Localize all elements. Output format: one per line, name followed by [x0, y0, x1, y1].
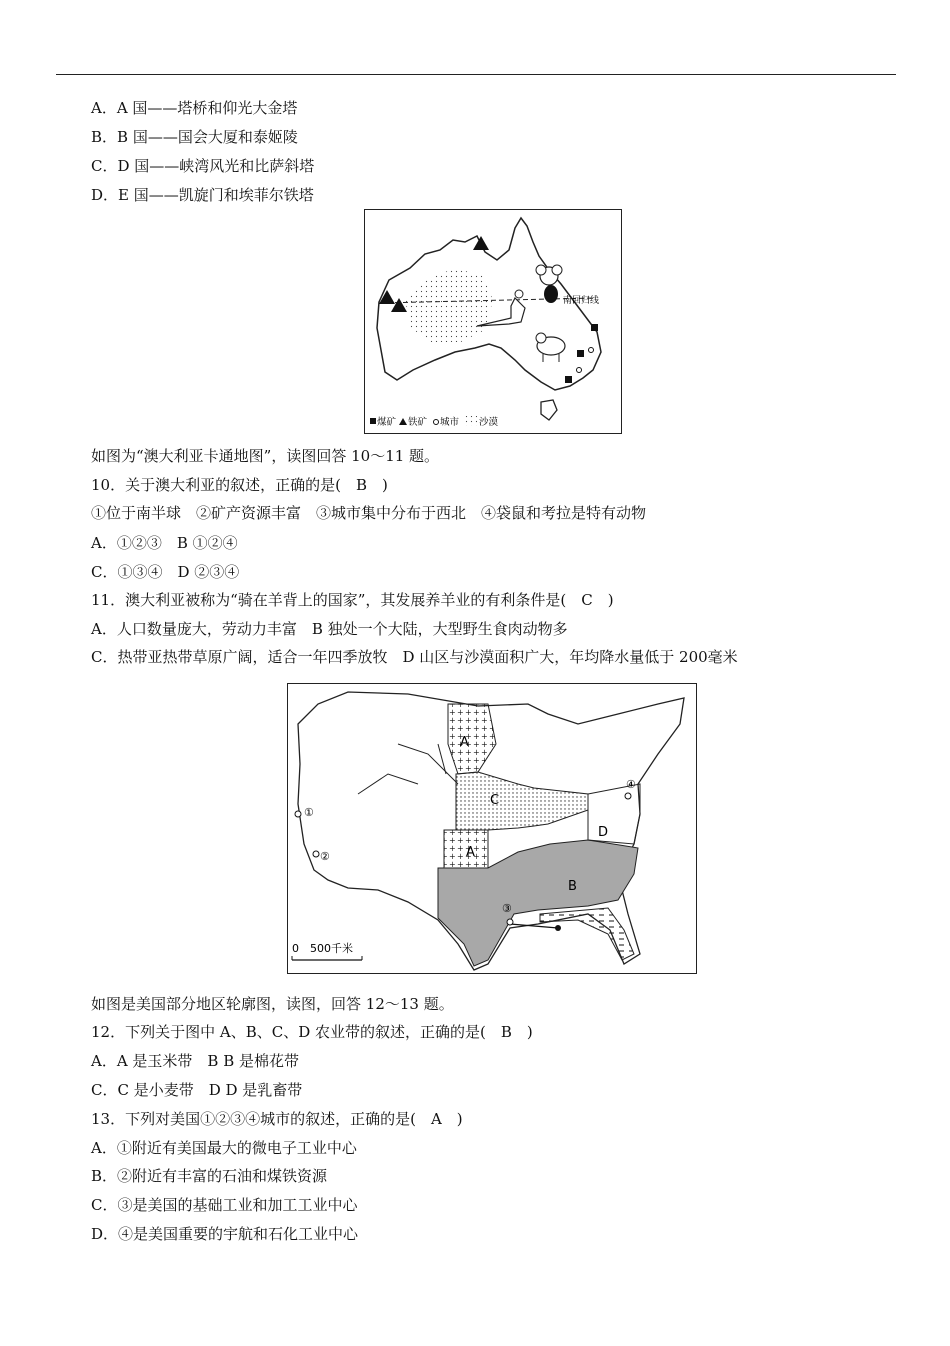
city-3: ③: [502, 902, 512, 915]
option-a-top: A．A 国——塔桥和仰光大金塔: [91, 99, 298, 117]
city-icon: [577, 368, 582, 373]
tasmania-outline: [541, 400, 557, 420]
legend-iron: 铁矿: [408, 417, 428, 428]
q13-option-c: C．③是美国的基础工业和加工工业中心: [91, 1196, 358, 1214]
q11-options-cd: C．热带亚热带草原广阔，适合一年四季放牧 D 山区与沙漠面积广大，年均降水量低于 200毫米: [91, 648, 738, 666]
q12-options-ab: A．A 是玉米带 B B 是棉花带: [91, 1052, 300, 1070]
city-4: ④: [626, 778, 636, 791]
tropic-label: 南回归线: [563, 296, 600, 306]
label-c: C: [490, 793, 500, 808]
header-rule: [56, 74, 896, 75]
q10-options-cd: C．①③④ D ②③④: [91, 563, 240, 581]
q10-options-ab: A．①②③ B ①②④: [91, 534, 238, 552]
label-a-north: A: [460, 735, 469, 750]
q11-stem: 11．澳大利亚被称为“骑在羊背上的国家”，其发展养羊业的有利条件是( C ): [91, 591, 614, 609]
map-legend: [370, 416, 499, 428]
label-d: D: [598, 825, 609, 840]
q10-statements: ①位于南半球 ②矿产资源丰富 ③城市集中分布于西北 ④袋鼠和考拉是特有动物: [91, 504, 647, 522]
label-a-south: A: [466, 845, 475, 860]
q13-option-b: B．②附近有丰富的石油和煤铁资源: [91, 1167, 328, 1185]
option-d-top: D．E 国——凯旋门和埃菲尔铁塔: [91, 186, 314, 204]
scale-bar: [292, 941, 362, 960]
intro-12-13: 如图是美国部分地区轮廓图，读图，回答 12～13 题。: [91, 995, 454, 1013]
q13-stem: 13．下列对美国①②③④城市的叙述，正确的是( A ): [91, 1110, 463, 1128]
q12-stem: 12．下列关于图中 A、B、C、D 农业带的叙述，正确的是( B ): [91, 1023, 533, 1041]
q11-options-ab: A．人口数量庞大，劳动力丰富 B 独处一个大陆，大型野生食肉动物多: [91, 620, 568, 638]
usa-outline-map: [287, 683, 697, 974]
city-1: ①: [304, 806, 314, 819]
legend-city: 城市: [440, 417, 460, 428]
q13-option-d: D．④是美国重要的宇航和石化工业中心: [91, 1225, 359, 1243]
intro-10-11: 如图为“澳大利亚卡通地图”，读图回答 10～11 题。: [91, 447, 440, 465]
coal-icon: [577, 350, 584, 357]
q10-stem: 10．关于澳大利亚的叙述，正确的是( B ): [91, 476, 388, 494]
q12-options-cd: C．C 是小麦带 D D 是乳畜带: [91, 1081, 303, 1099]
q13-option-a: A．①附近有美国最大的微电子工业中心: [91, 1139, 357, 1157]
label-b: B: [568, 879, 577, 894]
coal-icon: [591, 324, 598, 331]
option-b-top: B．B 国——国会大厦和泰姬陵: [91, 128, 298, 146]
legend-desert: 沙漠: [479, 417, 499, 428]
city-2: ②: [320, 850, 330, 863]
scale-label: 500千米: [310, 942, 353, 955]
australia-cartoon-map: [364, 209, 622, 434]
scale-zero: 0: [292, 942, 299, 955]
option-c-top: C．D 国——峡湾风光和比萨斜塔: [91, 157, 315, 175]
city-icon: [589, 348, 594, 353]
coal-icon: [565, 376, 572, 383]
legend-coal: 煤矿: [377, 417, 397, 428]
